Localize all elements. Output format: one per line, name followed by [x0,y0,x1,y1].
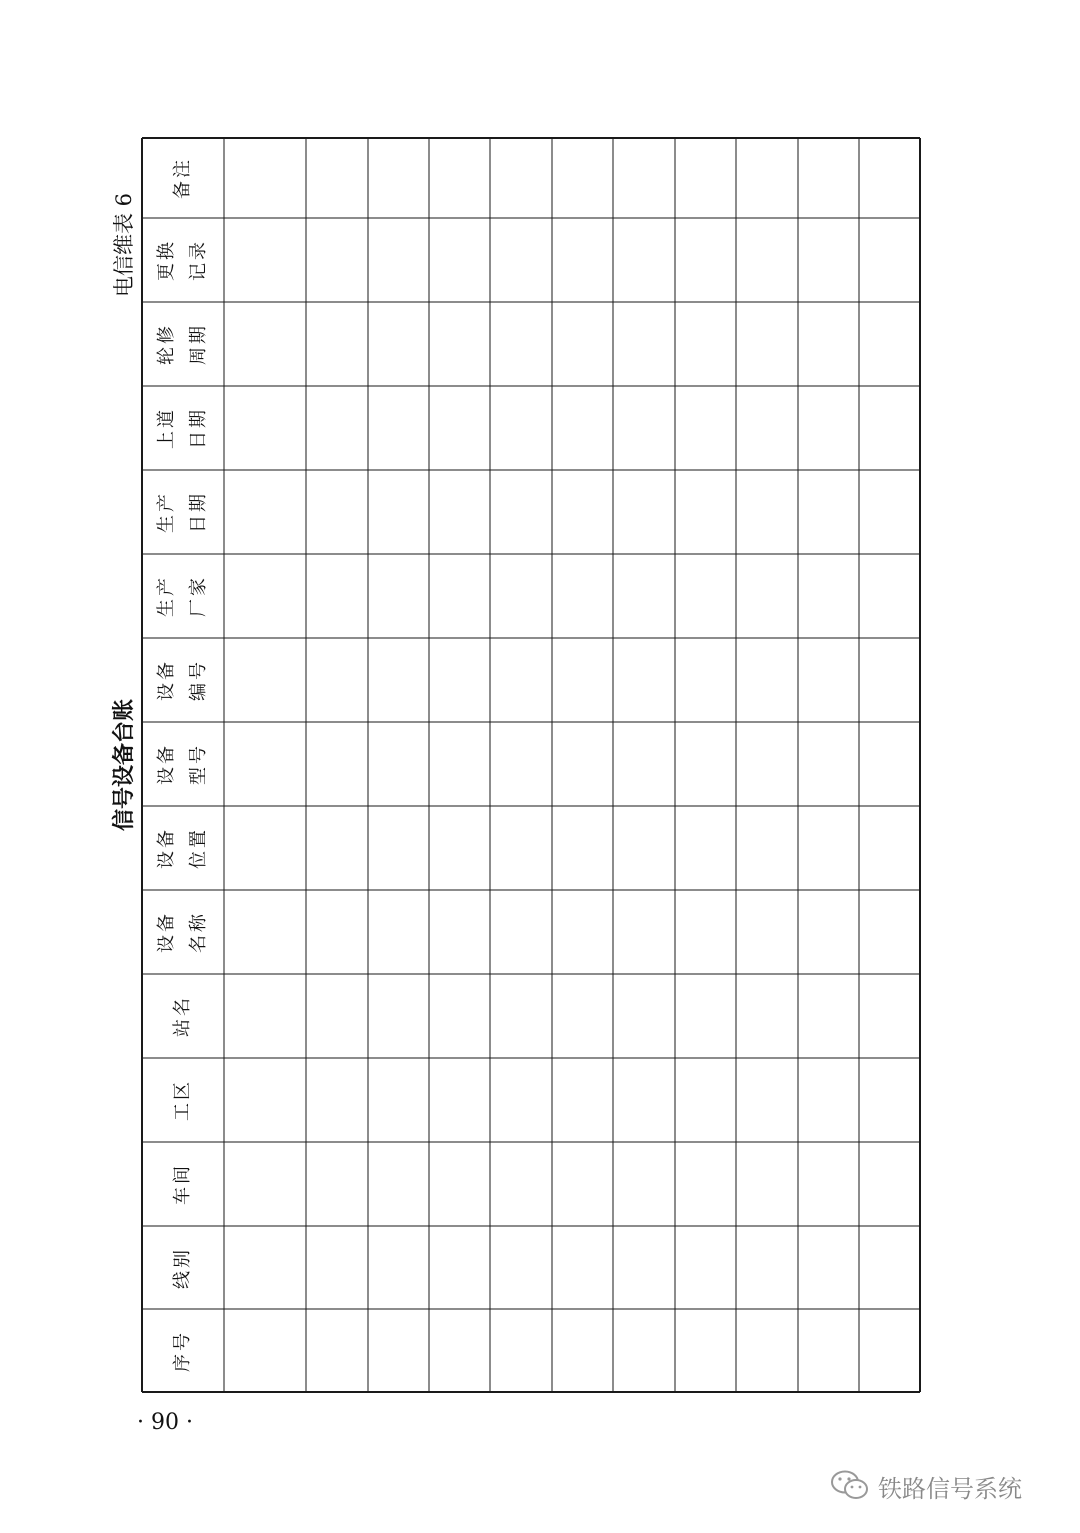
column-header-text: 编号 [188,659,209,701]
column-header-text: 设备 [156,827,177,869]
form-id: 电信维表 6 [112,192,136,298]
column-header-text: 日期 [188,407,209,449]
column-header-text: 厂家 [188,575,209,617]
column-header-text: 日期 [188,491,209,533]
column-header-text: 站名 [172,995,193,1037]
column-header-text: 更换 [156,239,177,281]
page-number: · 90 · [137,1410,193,1435]
column-header-text: 工区 [172,1079,193,1121]
column-header-text: 生产 [156,575,177,617]
column-header-text: 轮修 [156,323,177,365]
column-header-text: 型号 [188,743,209,785]
column-header-text: 车间 [172,1163,193,1205]
column-header-text: 设备 [156,911,177,953]
ledger-title: 信号设备台账 [112,699,137,832]
wechat-icon [830,1469,870,1503]
column-header-text: 位置 [188,827,209,869]
column-header-text: 设备 [156,743,177,785]
column-header-text: 备注 [172,157,193,199]
column-header-text: 上道 [156,407,177,449]
column-header-text: 记录 [188,239,209,281]
watermark-text: 铁路信号系统 [878,1474,1022,1503]
column-header-text: 名称 [188,911,209,953]
column-header-text: 线别 [172,1246,193,1289]
column-header-text: 周期 [188,323,209,365]
column-header-text: 设备 [156,659,177,701]
watermark [830,1466,1070,1506]
column-header-text: 生产 [156,491,177,533]
column-header-text: 序号 [172,1329,193,1372]
